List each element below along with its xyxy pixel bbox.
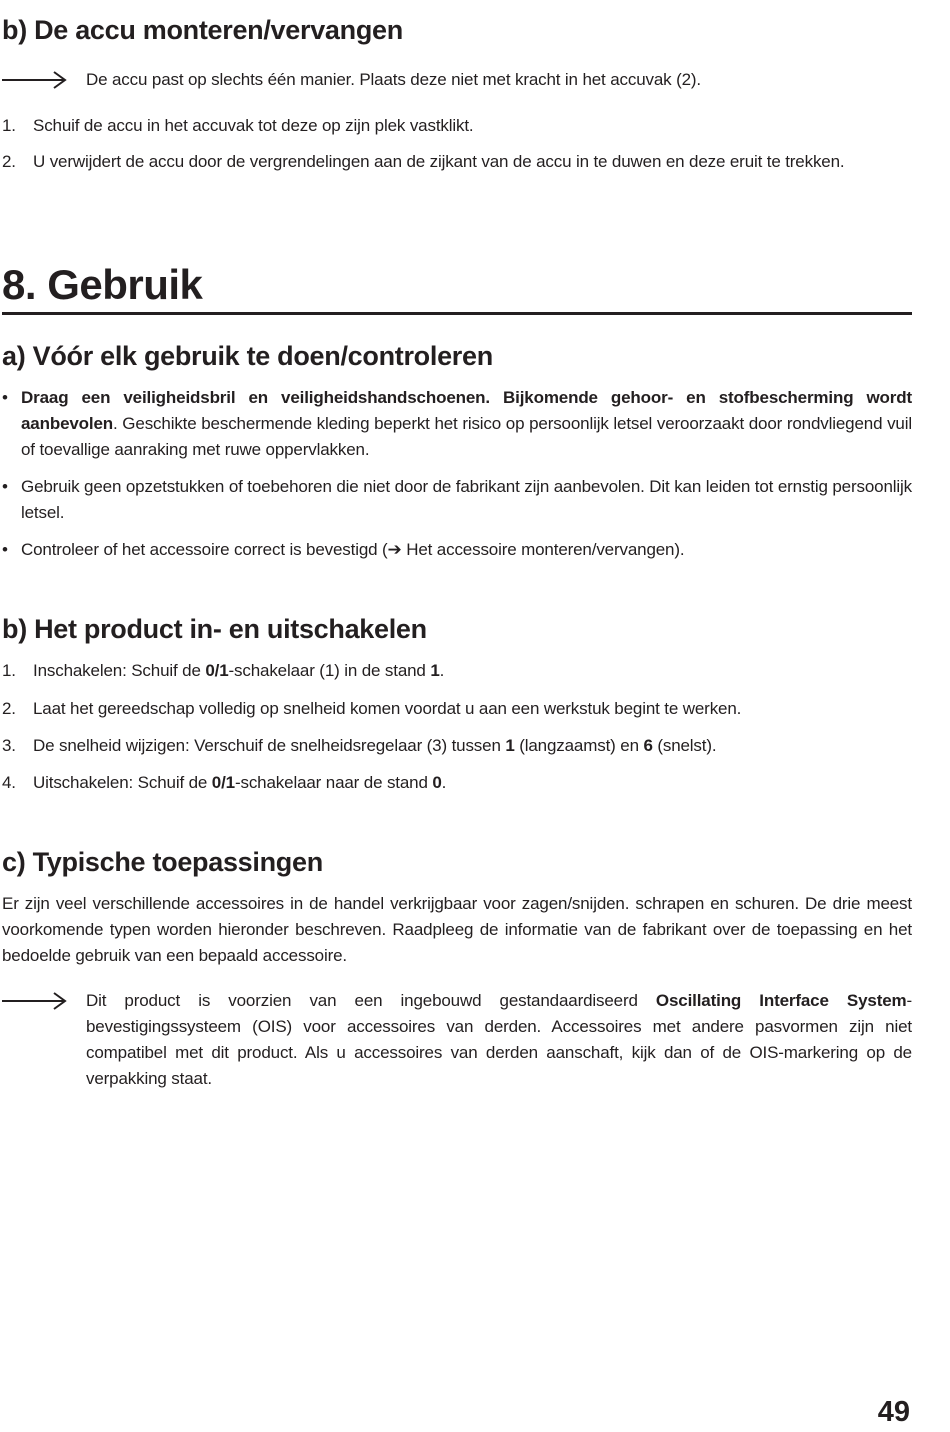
text: . — [441, 773, 447, 792]
list-item — [2, 537, 912, 563]
text: Het accessoire monteren/vervangen). — [401, 540, 685, 559]
paragraph: Er zijn veel verschillende accessoires in de handel verkrijgbaar voor zagen/snijden. schrapen en schuren. De drie meest voorkomende typen worden hieronder beschreven. Raadpleeg de informatie van de fabrikant over de toepassing en het bedoelde gebruik van een bepaald accessoire. — [2, 894, 912, 965]
list-text — [33, 770, 912, 796]
chapter-title: 8. Gebruik — [2, 261, 203, 308]
text: Uitschakelen: Schuif de — [33, 773, 212, 792]
text: (langzaamst) en — [514, 736, 644, 755]
bullet-icon: • — [2, 388, 8, 407]
text: . — [439, 661, 445, 680]
list-text: Schuif de accu in het accuvak tot deze op zijn plek vastklikt. — [33, 116, 474, 135]
bold-text: 1 — [430, 661, 440, 680]
right-arrow-icon: ➔ — [387, 540, 402, 560]
list-text: Gebruik geen opzetstukken of toebehoren die niet door de fabrikant zijn aanbevolen. Dit kan leiden tot ernstig persoonlijk letsel. — [21, 477, 912, 522]
note-accu: De accu past op slechts één manier. Plaats deze niet met kracht in het accuvak (2). — [86, 70, 701, 89]
list-number: 1. — [2, 661, 16, 680]
text: De snelheid wijzigen: Verschuif de snelheidsregelaar (3) tussen — [33, 736, 506, 755]
text: Controleer of het accessoire correct is bevestigd ( — [21, 540, 388, 559]
text: -schakelaar (1) in de stand — [228, 661, 431, 680]
chapter-rule — [2, 312, 912, 315]
bold-text: 0 — [432, 773, 442, 792]
bold-text: 0/1 — [205, 661, 229, 680]
text: . Geschikte beschermende kleding beperkt het risico op persoonlijk letsel veroorzaakt door rondvliegend vuil of toevallige aanraking met ruwe oppervlakken. — [21, 414, 912, 459]
bullet-icon: • — [2, 540, 8, 559]
list-number: 1. — [2, 116, 16, 135]
text: -bevestigingssysteem (OIS) voor accessoires van derden. Accessoires met andere pasvormen zijn niet compatibel met dit product. Als u accessoires van derden aanschaft, kijk dan of de OIS-markering op de verpakking staat. — [86, 991, 912, 1088]
long-right-arrow-icon — [2, 70, 68, 90]
list-item — [2, 474, 912, 526]
bold-text: Oscillating Interface System — [655, 991, 907, 1010]
bullet-icon: • — [2, 477, 8, 496]
section-heading-accu: b) De accu monteren/vervangen — [2, 15, 403, 45]
section-heading-on-off: b) Het product in- en uitschakelen — [2, 614, 427, 644]
section-heading-applications: c) Typische toepassingen — [2, 847, 323, 877]
text: (snelst). — [652, 736, 717, 755]
list-number: 2. — [2, 699, 16, 718]
bold-text: 6 — [643, 736, 653, 755]
list-number: 4. — [2, 773, 16, 792]
list-text — [21, 537, 912, 563]
bold-text: Draag een veiligheidsbril en veiligheidshandschoenen. Bijkomende gehoor- en stofbescherming wordt aanbevolen — [21, 388, 912, 433]
list-text — [33, 733, 912, 759]
section-heading-before-use: a) Vóór elk gebruik te doen/controleren — [2, 341, 493, 371]
text: Dit product is voorzien van een ingebouwd gestandaardiseerd — [86, 991, 656, 1010]
text: Inschakelen: Schuif de — [33, 661, 206, 680]
bold-text: 0/1 — [211, 773, 235, 792]
list-text: U verwijdert de accu door de vergrendelingen aan de zijkant van de accu in te duwen en deze eruit te trekken. — [33, 152, 845, 171]
list-text — [33, 658, 912, 684]
list-text — [21, 385, 912, 463]
text: -schakelaar naar de stand — [234, 773, 433, 792]
note-ois — [86, 988, 912, 1092]
bold-text: 1 — [505, 736, 515, 755]
list-item — [2, 385, 912, 463]
list-number: 3. — [2, 736, 16, 755]
long-right-arrow-icon — [2, 991, 68, 1011]
page-number: 49 — [877, 1396, 910, 1428]
list-number: 2. — [2, 152, 16, 171]
list-text: Laat het gereedschap volledig op snelheid komen voordat u aan een werkstuk begint te werken. — [33, 699, 742, 718]
